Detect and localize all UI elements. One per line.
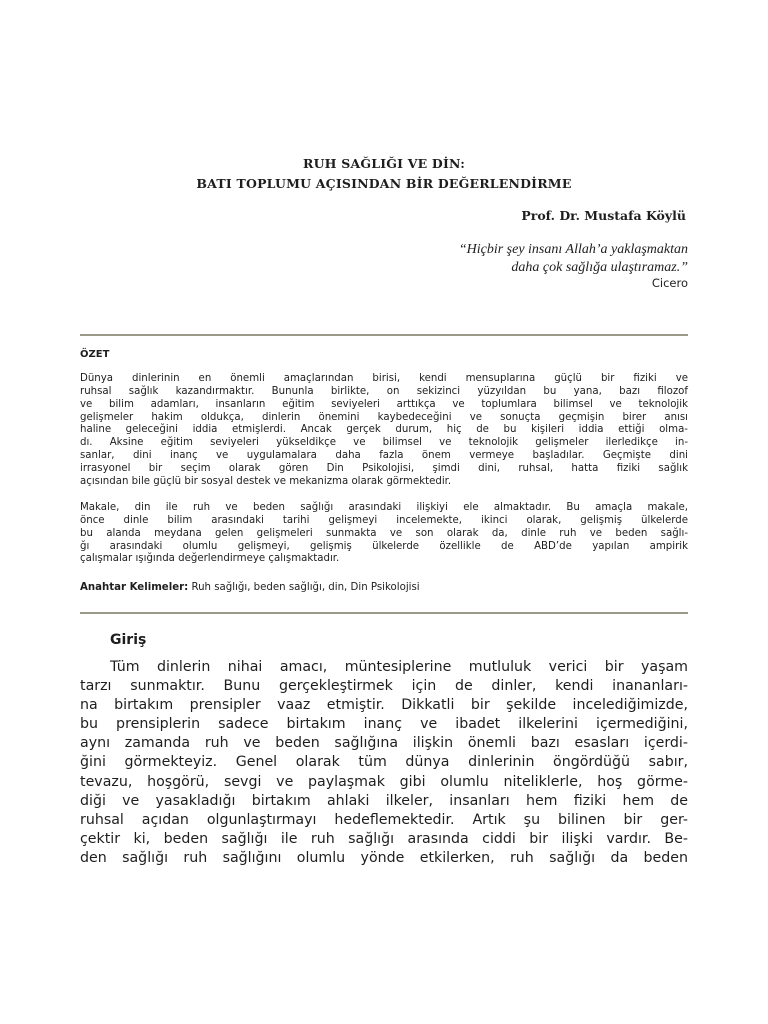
author-name: Prof. Dr. Mustafa Köylü [521,208,686,223]
abstract-line: sanlar, dini inanç ve uygulamalara daha fazla önem vermeye başladılar. Geçmişte dini [80,450,688,462]
keywords-label: Anahtar Kelimeler: [80,582,189,593]
body-line: Tüm dinlerin nihai amacı, müntesiplerine mutluluk verici bir yaşam [110,659,688,675]
abstract-line: önce dinle bilim arasındaki tarihi gelişmeyi incelemekte, ikinci olarak, gelişmiş ülkelerde [80,514,688,526]
epigraph-attribution: Cicero [651,276,688,290]
abstract-line: haline geleceğini iddia etmişlerdi. Ancak gerçek durum, hiç de bu kişileri iddia ettiği olma- [80,424,688,436]
abstract-line: ğı arasındaki olumlu gelişmeyi, gelişmiş ülkelerde özellikle de ABD’de yapılan ampirik [80,540,688,552]
abstract-paragraph-1 [80,373,688,489]
abstract-paragraph-2 [80,502,688,566]
epigraph-line-2: daha çok sağlığa ulaştıramaz.” [511,260,688,275]
body-line: den sağlığı ruh sağlığını olumlu yönde etkilerken, ruh sağlığı da beden [80,849,688,866]
title-line-2: BATI TOPLUMU AÇISINDAN BİR DEĞERLENDİRME [196,176,572,191]
abstract-line: Makale, din ile ruh ve beden sağlığı arasındaki ilişkiyi ele almaktadır. Bu amaçla makale, [80,502,688,513]
body-line: diği ve yasakladığı birtakım ahlaki ilkeler, insanları hem fiziki hem de [80,792,688,809]
section-body [80,658,688,868]
abstract-heading: ÖZET [80,349,110,360]
abstract-line: irrasyonel bir seçim olarak gören Din Psikolojisi, şimdi dini, ruhsal, hatta fiziki sağlık [80,462,688,474]
abstract-line: açısından bile güçlü bir sosyal destek ve mekanizma olarak görmektedir. [80,475,452,487]
body-line: bu prensiplerin sadece birtakım inanç ve ibadet ilkelerini içermediğini, [80,716,688,733]
section-heading: Giriş [110,632,147,648]
divider-bottom [80,612,688,614]
body-line: tevazu, hoşgörü, sevgi ve paylaşmak gibi olumlu niteliklerle, hoş görme- [80,773,688,790]
abstract-line: gelişmeler hakim oldukça, dinlerin önemini kaybedeceğini ve sonuçta geçmişin birer anısı [80,411,688,423]
body-line: na birtakım prensipler vaaz etmiştir. Dikkatli bir şekilde incelediğimizde, [80,697,688,714]
body-line: ğini görmekteyiz. Genel olarak tüm dünya dinlerinin öngördüğü sabır, [80,754,688,771]
abstract-line: Dünya dinlerinin en önemli amaçlarından birisi, kendi mensuplarına güçlü bir fiziki ve [80,373,688,384]
divider-top [80,334,688,336]
body-line: aynı zamanda ruh ve beden sağlığına ilişkin önemli bazı esasları içerdi- [80,735,688,752]
abstract-line: çalışmalar ışığında değerlendirmeye çalışmaktadır. [80,553,340,565]
title-line-1: RUH SAĞLIĞI VE DİN: [302,156,466,171]
keywords-list: Ruh sağlığı, beden sağlığı, din, Din Psikolojisi [188,582,420,593]
abstract-line: bu alanda meydana gelen gelişmeleri sunmakta ve son olarak da, dinle ruh ve beden sağlı- [80,527,688,539]
body-line: ruhsal açıdan olgunlaştırmayı hedeflemektedir. Artık şu bilinen bir ger- [80,811,688,828]
epigraph-line-1: “Hiçbir şey insanı Allah’a yaklaşmaktan [458,242,688,257]
abstract-line: ve bilim adamları, insanların eğitim seviyeleri arttıkça ve toplumlara bilimsel ve teknolojik [80,398,688,410]
abstract-line: dı. Aksine eğitim seviyeleri yükseldikçe ve bilimsel ve teknolojik gelişmeler ilerledikçe in- [80,437,688,449]
abstract-line: ruhsal sağlık kazandırmaktır. Bununla birlikte, on sekizinci yüzyıldan bu yana, bazı filozof [80,385,688,397]
keywords [80,582,420,593]
body-line: çektir ki, beden sağlığı ile ruh sağlığı arasında ciddi bir ilişki vardır. Be- [80,830,688,847]
body-line: tarzı sunmaktır. Bunu gerçekleştirmek için de dinler, kendi inananları- [80,678,688,695]
